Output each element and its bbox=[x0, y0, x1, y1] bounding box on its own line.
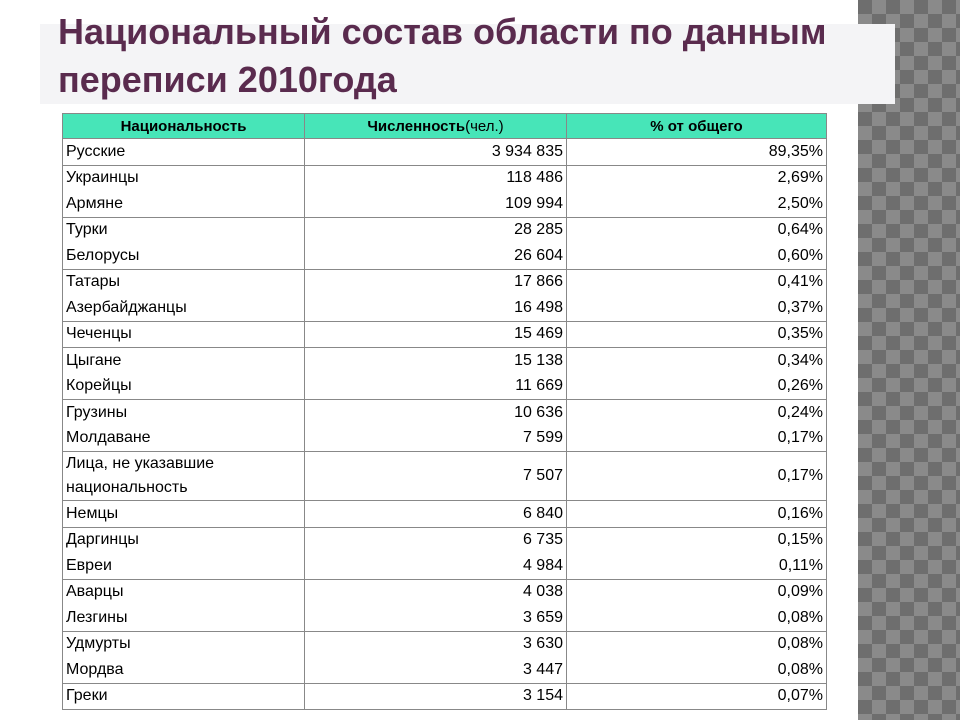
table-row bbox=[63, 321, 827, 348]
count-cell: 6 735 bbox=[305, 527, 567, 553]
percent-cell: 2,50% bbox=[567, 191, 827, 217]
table-row bbox=[63, 348, 827, 374]
table-header-row bbox=[63, 114, 827, 139]
table-row bbox=[63, 191, 827, 217]
table-row bbox=[63, 527, 827, 553]
percent-cell: 0,17% bbox=[567, 452, 827, 501]
percent-cell: 0,41% bbox=[567, 269, 827, 295]
nationality-cell: Греки bbox=[63, 683, 305, 710]
header-count bbox=[305, 114, 567, 139]
table-body bbox=[63, 139, 827, 710]
table-row bbox=[63, 243, 827, 269]
percent-cell: 89,35% bbox=[567, 139, 827, 166]
nationality-cell: Лица, не указавшие национальность bbox=[63, 452, 305, 501]
nationality-cell: Цыгане bbox=[63, 348, 305, 374]
table-row bbox=[63, 631, 827, 657]
percent-cell: 0,24% bbox=[567, 400, 827, 426]
header-count-label: Численность bbox=[367, 117, 466, 135]
count-cell: 3 154 bbox=[305, 683, 567, 710]
slide-title: Национальный состав области по данным переписи 2010года bbox=[58, 11, 827, 100]
percent-cell: 0,26% bbox=[567, 374, 827, 400]
table-row bbox=[63, 165, 827, 191]
percent-cell: 0,08% bbox=[567, 631, 827, 657]
percent-cell: 0,07% bbox=[567, 683, 827, 710]
nationality-cell: Лезгины bbox=[63, 605, 305, 631]
nationality-table bbox=[62, 113, 827, 710]
percent-cell: 0,09% bbox=[567, 579, 827, 605]
table-row bbox=[63, 501, 827, 528]
table-row bbox=[63, 579, 827, 605]
count-cell: 26 604 bbox=[305, 243, 567, 269]
count-cell: 4 984 bbox=[305, 553, 567, 579]
count-cell: 3 934 835 bbox=[305, 139, 567, 166]
table-row bbox=[63, 605, 827, 631]
percent-cell: 2,69% bbox=[567, 165, 827, 191]
nationality-cell: Белорусы bbox=[63, 243, 305, 269]
percent-cell: 0,08% bbox=[567, 657, 827, 683]
nationality-cell: Украинцы bbox=[63, 165, 305, 191]
table-row bbox=[63, 139, 827, 166]
nationality-cell: Чеченцы bbox=[63, 321, 305, 348]
percent-cell: 0,60% bbox=[567, 243, 827, 269]
nationality-cell: Евреи bbox=[63, 553, 305, 579]
table-row bbox=[63, 426, 827, 452]
table-row bbox=[63, 657, 827, 683]
count-cell: 3 659 bbox=[305, 605, 567, 631]
header-nationality: Национальность bbox=[63, 114, 305, 139]
nationality-cell: Азербайджанцы bbox=[63, 295, 305, 321]
nationality-cell: Русские bbox=[63, 139, 305, 166]
table-row bbox=[63, 269, 827, 295]
count-cell: 109 994 bbox=[305, 191, 567, 217]
count-cell: 7 507 bbox=[305, 452, 567, 501]
percent-cell: 0,64% bbox=[567, 217, 827, 243]
nationality-cell: Мордва bbox=[63, 657, 305, 683]
count-cell: 16 498 bbox=[305, 295, 567, 321]
decorative-side-pattern bbox=[858, 0, 960, 720]
nationality-cell: Турки bbox=[63, 217, 305, 243]
count-cell: 118 486 bbox=[305, 165, 567, 191]
percent-cell: 0,35% bbox=[567, 321, 827, 348]
nationality-cell: Армяне bbox=[63, 191, 305, 217]
count-cell: 10 636 bbox=[305, 400, 567, 426]
nationality-cell: Удмурты bbox=[63, 631, 305, 657]
count-cell: 17 866 bbox=[305, 269, 567, 295]
percent-cell: 0,34% bbox=[567, 348, 827, 374]
percent-cell: 0,15% bbox=[567, 527, 827, 553]
count-cell: 6 840 bbox=[305, 501, 567, 528]
header-count-unit: (чел.) bbox=[465, 117, 504, 135]
percent-cell: 0,17% bbox=[567, 426, 827, 452]
nationality-cell: Татары bbox=[63, 269, 305, 295]
table-row bbox=[63, 553, 827, 579]
count-cell: 3 447 bbox=[305, 657, 567, 683]
count-cell: 7 599 bbox=[305, 426, 567, 452]
table-row bbox=[63, 295, 827, 321]
table-row bbox=[63, 683, 827, 710]
count-cell: 3 630 bbox=[305, 631, 567, 657]
nationality-cell: Аварцы bbox=[63, 579, 305, 605]
nationality-cell: Грузины bbox=[63, 400, 305, 426]
table-row bbox=[63, 452, 827, 501]
nationality-cell: Немцы bbox=[63, 501, 305, 528]
count-cell: 11 669 bbox=[305, 374, 567, 400]
table-row bbox=[63, 374, 827, 400]
table-row bbox=[63, 217, 827, 243]
percent-cell: 0,37% bbox=[567, 295, 827, 321]
count-cell: 28 285 bbox=[305, 217, 567, 243]
count-cell: 4 038 bbox=[305, 579, 567, 605]
nationality-cell: Молдаване bbox=[63, 426, 305, 452]
percent-cell: 0,16% bbox=[567, 501, 827, 528]
count-cell: 15 138 bbox=[305, 348, 567, 374]
nationality-cell: Корейцы bbox=[63, 374, 305, 400]
count-cell: 15 469 bbox=[305, 321, 567, 348]
table-row bbox=[63, 400, 827, 426]
nationality-cell: Даргинцы bbox=[63, 527, 305, 553]
percent-cell: 0,11% bbox=[567, 553, 827, 579]
header-percent: % от общего bbox=[567, 114, 827, 139]
percent-cell: 0,08% bbox=[567, 605, 827, 631]
